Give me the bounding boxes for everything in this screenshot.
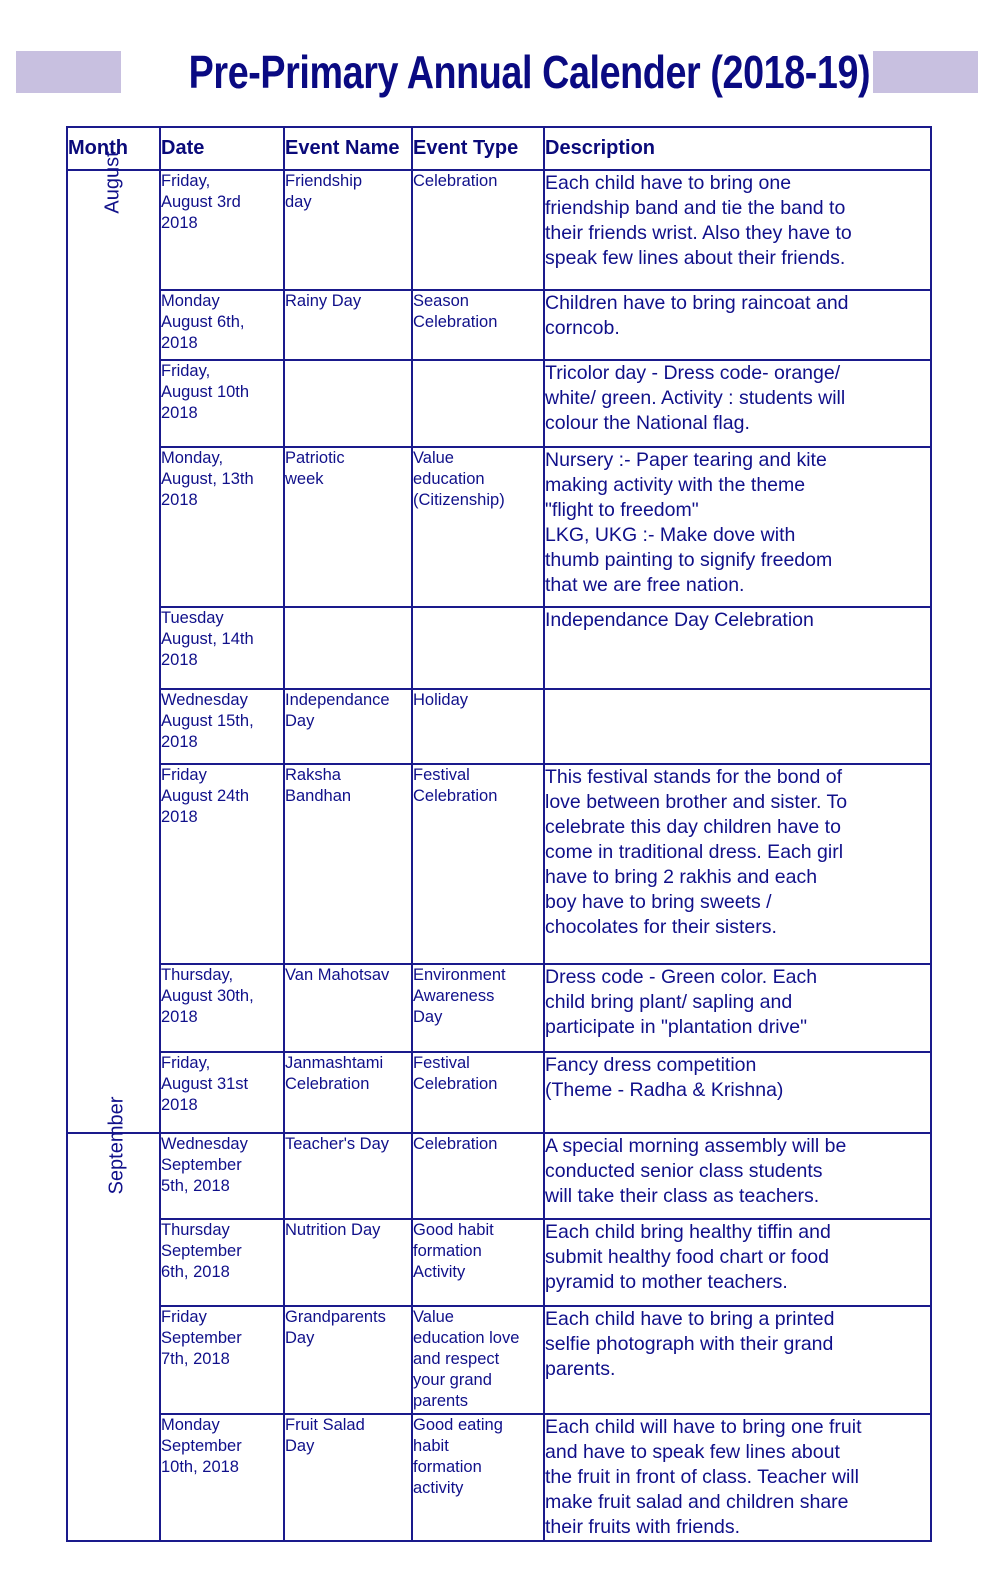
- header-description: Description: [544, 127, 931, 170]
- table-row: [67, 1133, 931, 1219]
- table-row: [67, 360, 931, 447]
- description-cell-text: This festival stands for the bond of love between brother and sister. To celebrate this day children have to come in traditional dress. Each girl have to bring 2 rakhis and each boy have to bring sweets / chocolates for their sisters.: [545, 766, 848, 938]
- event-type-cell: [412, 1052, 544, 1133]
- table-row: [67, 290, 931, 360]
- description-cell-text: Each child have to bring one friendship band and tie the band to their friends wrist. Also they have to speak few lines about their friends.: [545, 172, 852, 269]
- event-type-cell: [412, 964, 544, 1052]
- event-name-cell: [284, 1133, 412, 1219]
- event-name-cell: [284, 764, 412, 964]
- event-type-cell: [412, 1219, 544, 1306]
- date-cell: [160, 1306, 284, 1414]
- description-cell: [544, 1414, 931, 1541]
- date-cell: [160, 170, 284, 290]
- table-row: [67, 1052, 931, 1133]
- event-name-cell-text: Van Mahotsav: [285, 966, 390, 984]
- table-header-row: [67, 127, 931, 170]
- event-type-cell-text: Festival Celebration: [413, 766, 498, 805]
- event-type-cell: [412, 607, 544, 689]
- event-name-cell: [284, 360, 412, 447]
- table-row: [67, 1306, 931, 1414]
- event-name-cell: [284, 1306, 412, 1414]
- description-cell: [544, 1052, 931, 1133]
- date-cell-text: Friday, August 31st 2018: [161, 1054, 249, 1114]
- event-type-cell-text: Holiday: [413, 691, 469, 709]
- description-cell-text: Independance Day Celebration: [545, 609, 814, 631]
- description-cell-text: Dress code - Green color. Each child bring plant/ sapling and participate in "plantation drive": [545, 966, 818, 1038]
- date-cell: [160, 689, 284, 764]
- event-name-cell: [284, 1052, 412, 1133]
- month-label: August: [101, 151, 124, 214]
- event-name-cell-text: Rainy Day: [285, 292, 362, 310]
- description-cell-text: Each child will have to bring one fruit and have to speak few lines about the fruit in front of class. Teacher will make fruit salad and children share their fruits with friends.: [545, 1416, 862, 1538]
- event-name-cell: [284, 689, 412, 764]
- date-cell: [160, 1133, 284, 1219]
- table-row: [67, 1414, 931, 1541]
- month-cell: [67, 1096, 160, 1541]
- event-type-cell-text: Value education (Citizenship): [413, 449, 505, 509]
- month-cell: [67, 151, 160, 1133]
- event-name-cell: [284, 170, 412, 290]
- description-cell-text: Children have to bring raincoat and corncob.: [545, 292, 849, 339]
- date-cell: [160, 1219, 284, 1306]
- description-cell: [544, 447, 931, 607]
- description-cell: [544, 764, 931, 964]
- event-type-cell: [412, 447, 544, 607]
- table-row: [67, 170, 931, 290]
- month-label: September: [105, 1096, 128, 1195]
- event-type-cell: [412, 689, 544, 764]
- event-type-cell: [412, 1306, 544, 1414]
- date-cell: [160, 447, 284, 607]
- table-row: [67, 447, 931, 607]
- date-cell: [160, 360, 284, 447]
- date-cell-text: Monday August 6th, 2018: [161, 292, 245, 352]
- table-body: [67, 151, 931, 1541]
- date-cell: [160, 964, 284, 1052]
- description-cell-text: Nursery :- Paper tearing and kite making activity with the theme "flight to freedom" LKG, UKG :- Make dove with thumb painting to signify freedom that we are free nation.: [545, 449, 833, 596]
- date-cell-text: Monday, August, 13th 2018: [161, 449, 254, 509]
- table-row: [67, 964, 931, 1052]
- description-cell-text: Fancy dress competition (Theme - Radha & Krishna): [545, 1054, 784, 1101]
- event-type-cell-text: Celebration: [413, 172, 498, 190]
- event-name-cell-text: Independance Day: [285, 691, 390, 730]
- event-type-cell-text: Festival Celebration: [413, 1054, 498, 1093]
- event-name-cell: [284, 1414, 412, 1541]
- event-name-cell: [284, 447, 412, 607]
- description-cell: [544, 607, 931, 689]
- event-name-cell: [284, 964, 412, 1052]
- event-name-cell: [284, 607, 412, 689]
- description-cell: [544, 1133, 931, 1219]
- title-decoration-right: [873, 51, 978, 93]
- date-cell-text: Thursday September 6th, 2018: [161, 1221, 242, 1281]
- event-name-cell-text: Teacher's Day: [285, 1135, 390, 1153]
- calendar-table: [66, 126, 932, 1542]
- event-name-cell-text: Janmashtami Celebration: [285, 1054, 384, 1093]
- event-type-cell-text: Good habit formation Activity: [413, 1221, 494, 1281]
- date-cell-text: Wednesday August 15th, 2018: [161, 691, 254, 751]
- event-type-cell: [412, 1133, 544, 1219]
- title-decoration-left: [16, 51, 121, 93]
- event-name-cell: [284, 290, 412, 360]
- table-row: [67, 764, 931, 964]
- table-row: [67, 689, 931, 764]
- header-month: Month: [67, 127, 160, 170]
- description-cell: [544, 290, 931, 360]
- date-cell-text: Thursday, August 30th, 2018: [161, 966, 254, 1026]
- description-cell: [544, 170, 931, 290]
- date-cell: [160, 290, 284, 360]
- event-name-cell-text: Fruit Salad Day: [285, 1416, 365, 1455]
- date-cell-text: Tuesday August, 14th 2018: [161, 609, 254, 669]
- header-event-type: Event Type: [412, 127, 544, 170]
- event-type-cell: [412, 1414, 544, 1541]
- description-cell: [544, 1306, 931, 1414]
- date-cell: [160, 1052, 284, 1133]
- event-type-cell: [412, 360, 544, 447]
- date-cell: [160, 764, 284, 964]
- event-name-cell-text: Nutrition Day: [285, 1221, 381, 1239]
- date-cell-text: Friday, August 3rd 2018: [161, 172, 241, 232]
- event-type-cell-text: Environment Awareness Day: [413, 966, 506, 1026]
- date-cell: [160, 607, 284, 689]
- description-cell-text: A special morning assembly will be conducted senior class students will take their class as teachers.: [545, 1135, 847, 1207]
- description-cell-text: Tricolor day - Dress code- orange/ white/ green. Activity : students will colour the National flag.: [545, 362, 846, 434]
- event-name-cell-text: Friendship day: [285, 172, 363, 211]
- event-name-cell: [284, 1219, 412, 1306]
- header-event-name: Event Name: [284, 127, 412, 170]
- event-type-cell: [412, 290, 544, 360]
- page-title: Pre-Primary Annual Calender (2018-19): [188, 46, 871, 98]
- description-cell: [544, 1219, 931, 1306]
- event-type-cell: [412, 170, 544, 290]
- event-name-cell-text: Raksha Bandhan: [285, 766, 352, 805]
- description-cell: [544, 689, 931, 764]
- date-cell-text: Wednesday September 5th, 2018: [161, 1135, 248, 1195]
- event-type-cell-text: Good eating habit formation activity: [413, 1416, 503, 1497]
- date-cell-text: Friday September 7th, 2018: [161, 1308, 242, 1368]
- header-date: Date: [160, 127, 284, 170]
- date-cell-text: Friday, August 10th 2018: [161, 362, 250, 422]
- description-cell-text: Each child bring healthy tiffin and submit healthy food chart or food pyramid to mother teachers.: [545, 1221, 831, 1293]
- event-type-cell-text: Value education love and respect your grand parents: [413, 1308, 520, 1410]
- event-type-cell-text: Season Celebration: [413, 292, 498, 331]
- table-row: [67, 1219, 931, 1306]
- date-cell: [160, 1414, 284, 1541]
- event-type-cell: [412, 764, 544, 964]
- description-cell: [544, 964, 931, 1052]
- description-cell: [544, 360, 931, 447]
- table-row: [67, 607, 931, 689]
- event-type-cell-text: Celebration: [413, 1135, 498, 1153]
- date-cell-text: Friday August 24th 2018: [161, 766, 250, 826]
- date-cell-text: Monday September 10th, 2018: [161, 1416, 242, 1476]
- event-name-cell-text: Patriotic week: [285, 449, 345, 488]
- event-name-cell-text: Grandparents Day: [285, 1308, 386, 1347]
- description-cell-text: Each child have to bring a printed selfie photograph with their grand parents.: [545, 1308, 835, 1380]
